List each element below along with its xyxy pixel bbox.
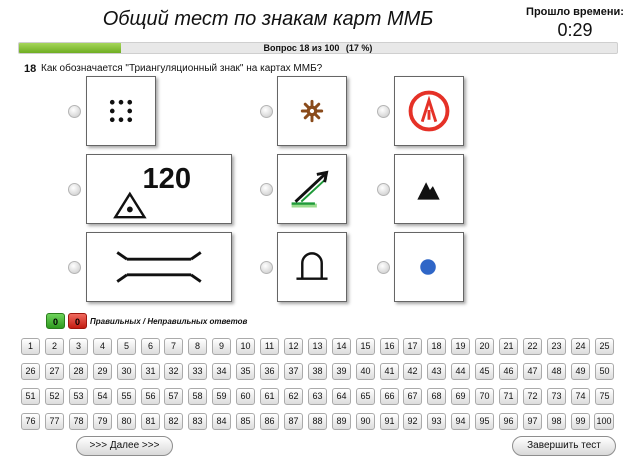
test-title: Общий тест по знакам карт ММБ xyxy=(102,8,434,30)
question-nav-button[interactable]: 11 xyxy=(260,338,279,355)
question-nav-button[interactable]: 44 xyxy=(451,363,470,380)
question-nav-button[interactable]: 30 xyxy=(117,363,136,380)
question-nav-button[interactable]: 8 xyxy=(188,338,207,355)
question-nav-button[interactable]: 36 xyxy=(260,363,279,380)
question-nav-button[interactable]: 79 xyxy=(93,413,112,430)
option-8-radio[interactable] xyxy=(260,261,273,274)
question-nav-button[interactable]: 34 xyxy=(212,363,231,380)
question-nav-button[interactable]: 57 xyxy=(164,388,183,405)
question-nav-button[interactable]: 3 xyxy=(69,338,88,355)
question-nav-button[interactable]: 45 xyxy=(475,363,494,380)
question-nav-button[interactable]: 9 xyxy=(212,338,231,355)
question-nav-button[interactable]: 14 xyxy=(332,338,351,355)
triangulation-number: 120 xyxy=(142,163,192,196)
question-nav-button[interactable]: 32 xyxy=(164,363,183,380)
question-nav-button[interactable]: 66 xyxy=(380,388,399,405)
option-3-card[interactable] xyxy=(394,76,464,146)
wrong-count-badge: 0 xyxy=(68,313,87,329)
question-nav-button[interactable]: 92 xyxy=(403,413,422,430)
question-nav-button[interactable]: 22 xyxy=(523,338,542,355)
question-nav-button[interactable]: 4 xyxy=(93,338,112,355)
question-nav-button[interactable]: 7 xyxy=(164,338,183,355)
question-nav-button[interactable]: 95 xyxy=(475,413,494,430)
triangulation-120-icon xyxy=(87,155,231,223)
question-nav-button[interactable]: 23 xyxy=(547,338,566,355)
dot-grid-icon xyxy=(87,77,155,145)
blue-dot-icon xyxy=(395,233,463,301)
question-nav-button[interactable]: 76 xyxy=(21,413,40,430)
question-nav-button[interactable]: 93 xyxy=(427,413,446,430)
option-1-card[interactable] xyxy=(86,76,156,146)
question-nav-button[interactable]: 33 xyxy=(188,363,207,380)
option-9-radio[interactable] xyxy=(377,261,390,274)
question-nav-button[interactable]: 27 xyxy=(45,363,64,380)
green-arrow-icon xyxy=(278,155,346,223)
question-nav-button[interactable]: 40 xyxy=(356,363,375,380)
question-nav-button[interactable]: 35 xyxy=(236,363,255,380)
option-5-radio[interactable] xyxy=(260,183,273,196)
question-nav-button[interactable]: 24 xyxy=(571,338,590,355)
question-nav-button[interactable]: 42 xyxy=(403,363,422,380)
question-nav-button[interactable]: 2 xyxy=(45,338,64,355)
question-nav-button[interactable]: 80 xyxy=(117,413,136,430)
question-nav-button[interactable]: 86 xyxy=(260,413,279,430)
red-circle-a-icon xyxy=(395,77,463,145)
question-nav-button[interactable]: 91 xyxy=(380,413,399,430)
progress-bar xyxy=(18,42,618,54)
question-nav-button[interactable]: 55 xyxy=(117,388,136,405)
question-nav-button[interactable]: 29 xyxy=(93,363,112,380)
question-nav-button[interactable]: 17 xyxy=(403,338,422,355)
option-4-card[interactable] xyxy=(86,154,232,224)
question-nav-button[interactable]: 60 xyxy=(236,388,255,405)
question-nav-button[interactable]: 70 xyxy=(475,388,494,405)
question-nav-button[interactable]: 47 xyxy=(523,363,542,380)
question-nav-button[interactable]: 90 xyxy=(356,413,375,430)
question-nav-button[interactable]: 85 xyxy=(236,413,255,430)
question-nav-button[interactable]: 67 xyxy=(403,388,422,405)
question-nav-button[interactable]: 77 xyxy=(45,413,64,430)
option-6-card[interactable] xyxy=(394,154,464,224)
question-nav-button[interactable]: 54 xyxy=(93,388,112,405)
question-nav-button[interactable]: 56 xyxy=(141,388,160,405)
bridge-icon xyxy=(87,233,231,301)
stats-label: Правильных / Неправильных ответов xyxy=(90,317,248,326)
question-nav-button[interactable]: 15 xyxy=(356,338,375,355)
question-nav-button[interactable]: 94 xyxy=(451,413,470,430)
question-nav-button[interactable]: 62 xyxy=(284,388,303,405)
question-nav-button[interactable]: 26 xyxy=(21,363,40,380)
option-7-radio[interactable] xyxy=(68,261,81,274)
option-2-radio[interactable] xyxy=(260,105,273,118)
black-peak-icon xyxy=(395,155,463,223)
question-nav-button[interactable]: 73 xyxy=(547,388,566,405)
question-nav-button[interactable]: 52 xyxy=(45,388,64,405)
option-3-radio[interactable] xyxy=(377,105,390,118)
question-nav-button[interactable]: 78 xyxy=(69,413,88,430)
question-nav-button[interactable]: 37 xyxy=(284,363,303,380)
question-nav-button[interactable]: 53 xyxy=(69,388,88,405)
question-nav-button[interactable]: 1 xyxy=(21,338,40,355)
correct-count-badge: 0 xyxy=(46,313,65,329)
next-button[interactable]: >>> Далее >>> xyxy=(76,436,173,456)
question-nav-button[interactable]: 41 xyxy=(380,363,399,380)
option-9-card[interactable] xyxy=(394,232,464,302)
question-nav-button[interactable]: 71 xyxy=(499,388,518,405)
question-nav-button[interactable]: 43 xyxy=(427,363,446,380)
question-nav-button[interactable]: 74 xyxy=(571,388,590,405)
question-nav-button[interactable]: 75 xyxy=(595,388,614,405)
gear-icon xyxy=(278,77,346,145)
question-nav-button[interactable]: 82 xyxy=(164,413,183,430)
question-nav-button[interactable]: 81 xyxy=(141,413,160,430)
question-nav-button[interactable]: 98 xyxy=(547,413,566,430)
question-nav-button[interactable]: 59 xyxy=(212,388,231,405)
option-2-card[interactable] xyxy=(277,76,347,146)
progress-label: Вопрос 18 из 100 xyxy=(263,43,340,53)
question-nav-button[interactable]: 88 xyxy=(308,413,327,430)
timer-label: Прошло времени: xyxy=(526,6,624,18)
question-nav-button[interactable]: 99 xyxy=(571,413,590,430)
question-nav-button[interactable]: 6 xyxy=(141,338,160,355)
question-nav-button[interactable]: 20 xyxy=(475,338,494,355)
question-nav-button[interactable]: 13 xyxy=(308,338,327,355)
progress-text xyxy=(19,43,617,54)
question-nav-button[interactable]: 64 xyxy=(332,388,351,405)
question-number: 18 xyxy=(24,63,37,75)
option-4-radio[interactable] xyxy=(68,183,81,196)
question-nav-button[interactable]: 61 xyxy=(260,388,279,405)
question-nav-button[interactable]: 19 xyxy=(451,338,470,355)
progress-percent: (17 %) xyxy=(345,43,373,53)
option-5-card[interactable] xyxy=(277,154,347,224)
question-nav-button[interactable]: 68 xyxy=(427,388,446,405)
timer-value: 0:29 xyxy=(557,20,593,40)
question-nav-button[interactable]: 83 xyxy=(188,413,207,430)
question-nav-button[interactable]: 84 xyxy=(212,413,231,430)
question-nav-button[interactable]: 39 xyxy=(332,363,351,380)
question-nav-button[interactable]: 31 xyxy=(141,363,160,380)
option-7-card[interactable] xyxy=(86,232,232,302)
question-nav-button[interactable]: 58 xyxy=(188,388,207,405)
question-nav-button[interactable]: 97 xyxy=(523,413,542,430)
arch-icon xyxy=(278,233,346,301)
question-nav-button[interactable]: 96 xyxy=(499,413,518,430)
question-nav-button[interactable]: 100 xyxy=(594,413,614,430)
question-nav-button[interactable]: 49 xyxy=(571,363,590,380)
question-text: Как обозначается "Триангуляционный знак" на картах ММБ? xyxy=(41,63,323,74)
finish-test-button[interactable]: Завершить тест xyxy=(512,436,616,456)
question-nav-button[interactable]: 16 xyxy=(380,338,399,355)
question-nav-button[interactable]: 89 xyxy=(332,413,351,430)
question-nav-button[interactable]: 51 xyxy=(21,388,40,405)
question-nav-button[interactable]: 28 xyxy=(69,363,88,380)
question-nav-button[interactable]: 87 xyxy=(284,413,303,430)
question-nav-button[interactable]: 12 xyxy=(284,338,303,355)
question-nav-button[interactable]: 38 xyxy=(308,363,327,380)
question-nav-button[interactable]: 5 xyxy=(117,338,136,355)
question-nav-button[interactable]: 46 xyxy=(499,363,518,380)
question-nav-button[interactable]: 50 xyxy=(595,363,614,380)
question-nav-button[interactable]: 69 xyxy=(451,388,470,405)
question-nav-button[interactable]: 21 xyxy=(499,338,518,355)
question-nav-button[interactable]: 10 xyxy=(236,338,255,355)
question-nav-button[interactable]: 48 xyxy=(547,363,566,380)
option-1-radio[interactable] xyxy=(68,105,81,118)
question-nav-button[interactable]: 18 xyxy=(427,338,446,355)
question-nav-button[interactable]: 72 xyxy=(523,388,542,405)
question-nav-button[interactable]: 63 xyxy=(308,388,327,405)
option-6-radio[interactable] xyxy=(377,183,390,196)
question-nav-button[interactable]: 25 xyxy=(595,338,614,355)
option-8-card[interactable] xyxy=(277,232,347,302)
question-nav-button[interactable]: 65 xyxy=(356,388,375,405)
